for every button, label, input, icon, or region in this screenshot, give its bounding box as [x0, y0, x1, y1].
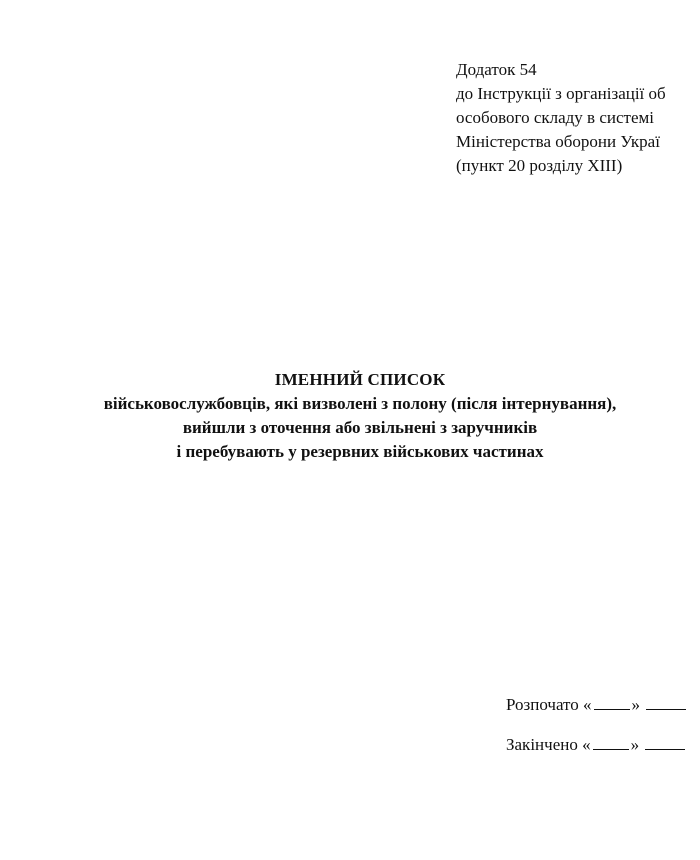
appendix-header: [456, 58, 700, 178]
appendix-line: до Інструкції з організації об: [456, 84, 666, 103]
started-month-blank: [646, 693, 686, 710]
appendix-line: Додаток 54: [456, 60, 537, 79]
document-subtitle-line: вийшли з оточення або звільнені з заручників: [182, 418, 538, 437]
finished-row: [506, 733, 686, 757]
document-subtitle-line: і перебувають у резервних військових частинах: [176, 442, 544, 461]
started-row: [506, 693, 686, 717]
dates-block: [506, 693, 686, 773]
document-subtitle-line: військовослужбовців, які визволені з полону (після інтернування),: [103, 394, 617, 413]
close-quote: »: [631, 695, 641, 714]
finished-label: Закінчено: [506, 735, 578, 754]
appendix-line: Міністерства оборони Украї: [456, 132, 660, 151]
finished-day-blank: [593, 733, 629, 750]
started-day-blank: [594, 693, 630, 710]
started-label: Розпочато: [506, 695, 579, 714]
document-title: ІМЕННИЙ СПИСОК: [274, 370, 446, 389]
open-quote: «: [583, 695, 592, 714]
appendix-line: (пункт 20 розділу ХІІІ): [456, 156, 623, 175]
document-title-block: [0, 368, 700, 464]
appendix-line: особового складу в системі: [456, 108, 654, 127]
open-quote: «: [582, 735, 591, 754]
finished-month-blank: [645, 733, 685, 750]
close-quote: »: [630, 735, 640, 754]
